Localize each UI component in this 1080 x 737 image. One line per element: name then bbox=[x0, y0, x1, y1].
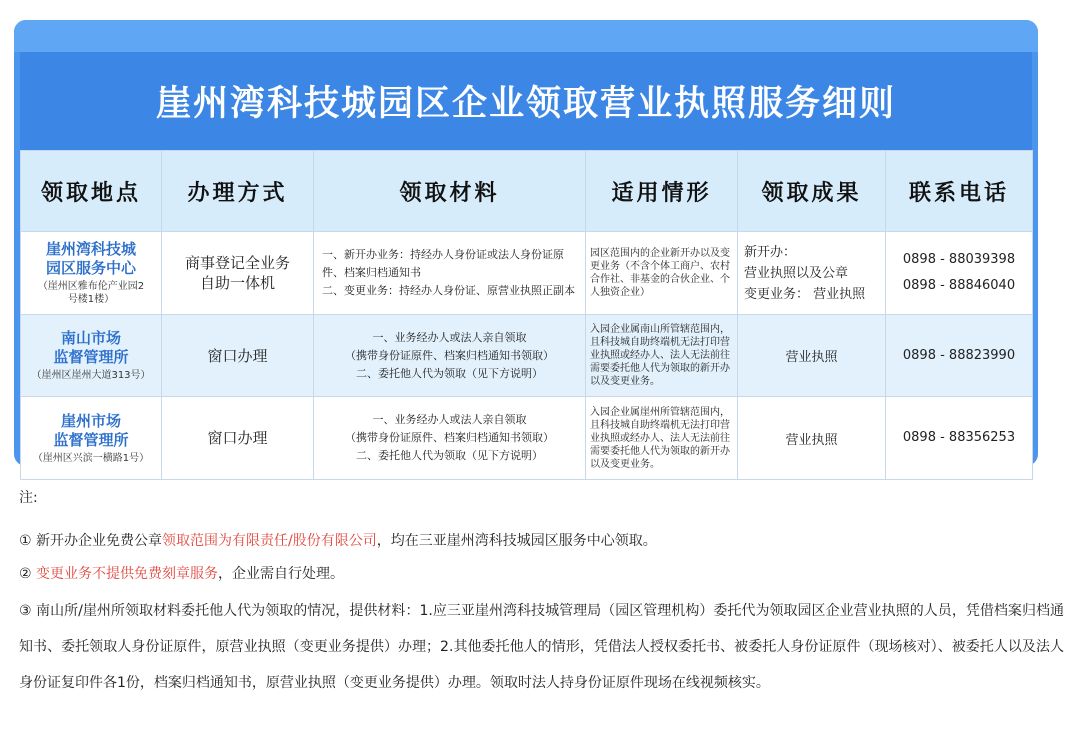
result-text: 变更业务： 营业执照 bbox=[744, 286, 866, 302]
method-text: 窗口办理 bbox=[207, 429, 268, 447]
phone-cell bbox=[886, 397, 1033, 480]
material-item: 一、业务经办人或法人亲自领取 bbox=[372, 330, 527, 344]
result-cell: 营业执照 bbox=[738, 315, 886, 397]
note-text: ，均在三亚崖州湾科技城园区服务中心领取。 bbox=[376, 533, 657, 549]
location-address: （崖州区兴滨一横路1号） bbox=[32, 452, 150, 464]
location-name: 崖州市场 bbox=[60, 411, 121, 430]
material-item: 二、变更业务：持经办人身份证、原营业执照正副本 bbox=[322, 284, 575, 297]
materials-cell bbox=[314, 315, 586, 397]
location-address: 号楼1楼） bbox=[67, 294, 115, 305]
card-top-band bbox=[14, 20, 1038, 52]
header-materials: 领取材料 bbox=[314, 151, 586, 232]
method-cell bbox=[162, 397, 314, 480]
phone-number: 0898 - 88823990 bbox=[902, 347, 1016, 363]
note-highlight: 变更业务不提供免费刻章服务 bbox=[36, 566, 219, 582]
header-situation: 适用情形 bbox=[586, 151, 738, 232]
situation-cell: 园区范围内的企业新开办以及变更业务（不含个体工商户、农村合作社、非基金的合伙企业、个人独资企业） bbox=[586, 232, 738, 315]
header-phone: 联系电话 bbox=[886, 151, 1033, 232]
phone-cell bbox=[886, 232, 1033, 315]
result-text: 新开办： bbox=[744, 244, 797, 260]
situation-cell: 入园企业属南山所管辖范围内，且科技城自助终端机无法打印营业执照或经办人、法人无法前往需要委托他人代为领取的新开办以及变更业务。 bbox=[586, 315, 738, 397]
table-row bbox=[21, 397, 1033, 480]
location-cell bbox=[21, 315, 162, 397]
note-highlight: 领取范围为有限责任/股份有限公司 bbox=[162, 533, 377, 549]
notes-section bbox=[19, 482, 1064, 701]
result-cell bbox=[738, 232, 886, 315]
table-row bbox=[21, 232, 1033, 315]
materials-cell bbox=[314, 232, 586, 315]
table-row bbox=[21, 315, 1033, 397]
situation-cell: 入园企业属崖州所管辖范围内，且科技城自助终端机无法打印营业执照或经办人、法人无法前往需要委托他人代为领取的新开办以及变更业务。 bbox=[586, 397, 738, 480]
method-cell bbox=[162, 315, 314, 397]
phone-number: 0898 - 88039398 bbox=[902, 252, 1016, 267]
note-item bbox=[19, 558, 1064, 591]
location-name: 南山市场 bbox=[60, 329, 121, 347]
result-cell: 营业执照 bbox=[738, 397, 886, 480]
phone-cell bbox=[886, 315, 1033, 397]
header-method: 办理方式 bbox=[162, 151, 314, 232]
material-item: 二、委托他人代为领取（见下方说明） bbox=[356, 366, 543, 380]
header-location: 领取地点 bbox=[21, 151, 162, 232]
method-text: 商事登记全业务 bbox=[184, 254, 290, 272]
table-header-row bbox=[21, 151, 1033, 232]
note-text: ① 新开办企业免费公章 bbox=[19, 533, 163, 549]
materials-cell bbox=[314, 397, 586, 480]
phone-number: 0898 - 88846040 bbox=[902, 278, 1016, 293]
location-address: （崖州区崖州大道313号） bbox=[31, 370, 151, 381]
material-item: （携带身份证原件、档案归档通知书领取） bbox=[345, 431, 554, 444]
rules-card bbox=[14, 20, 1038, 470]
location-name: 崖州湾科技城 bbox=[45, 240, 136, 258]
notes-label: 注: bbox=[19, 490, 38, 506]
note-item bbox=[19, 525, 1064, 558]
note-text: ② bbox=[19, 566, 37, 582]
location-cell bbox=[21, 232, 162, 315]
method-text: 窗口办理 bbox=[207, 346, 268, 365]
material-item: 二、委托他人代为领取（见下方说明） bbox=[356, 449, 543, 462]
location-address: （崖州区雅布伦产业园2 bbox=[37, 281, 145, 292]
method-cell bbox=[162, 232, 314, 315]
result-text: 营业执照以及公章 bbox=[744, 265, 849, 281]
location-name: 监督管理所 bbox=[53, 348, 129, 366]
title-bar bbox=[20, 52, 1032, 150]
method-text: 自助一体机 bbox=[199, 274, 275, 292]
location-cell bbox=[21, 397, 162, 480]
material-item: 一、新开办业务：持经办人身份证或法人身份证原件、档案归档通知书 bbox=[322, 248, 564, 279]
phone-number: 0898 - 88356253 bbox=[902, 430, 1016, 445]
note-item: ③ 南山所/崖州所领取材料委托他人代为领取的情况，提供材料：1.应三亚崖州湾科技城管理局（园区管理机构）委托代为领取园区企业营业执照的人员，凭借档案归档通知书、委托领取人身份证原件，原营业执照（变更业务提供）办理；2.其他委托他人的情形，凭借法人授权委托书、被委托人身份证原件（现场核对）、被委托人以及法人身份证复印件各1份，档案归档通知书，原营业执照（变更业务提供）办理。领取时法人持身份证原件现场在线视频核实。 bbox=[19, 603, 1064, 691]
material-item: （携带身份证原件、档案归档通知书领取） bbox=[345, 348, 554, 362]
material-item: 一、业务经办人或法人亲自领取 bbox=[372, 413, 527, 426]
page-title: 崖州湾科技城园区企业领取营业执照服务细则 bbox=[155, 84, 896, 124]
location-name: 监督管理所 bbox=[53, 430, 129, 449]
service-table bbox=[20, 150, 1033, 480]
header-result: 领取成果 bbox=[738, 151, 886, 232]
note-text: ，企业需自行处理。 bbox=[218, 566, 345, 582]
location-name: 园区服务中心 bbox=[45, 259, 136, 277]
